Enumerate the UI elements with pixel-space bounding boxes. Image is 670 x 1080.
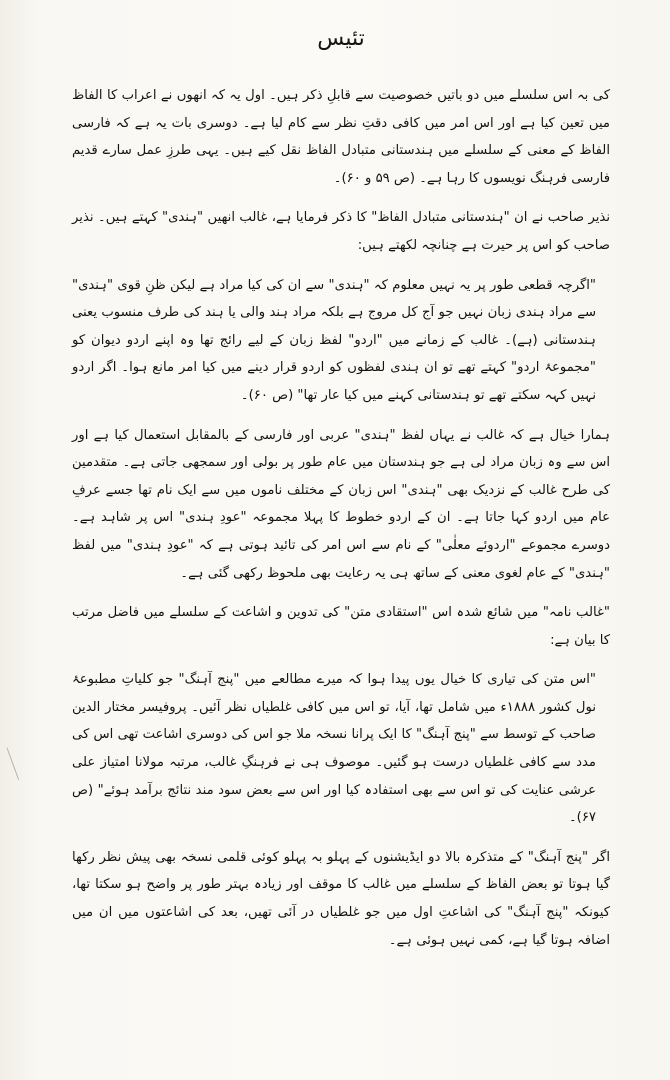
page-title: تئیس [317, 26, 365, 51]
page-body [72, 82, 610, 954]
paragraph-5: اگر "پنج آہنگ" کے متذکرہ بالا دو ایڈیشنوں کے پہلو بہ پہلو کوئی قلمی نسخہ بھی پیش نظر رکھا گیا ہوتا تو بعض الفاظ کے سلسلے میں غالب کا موقف اور زیادہ بہتر طور پر واضح ہو سکتا تھا، کیونکہ "پنج آہنگ" کی اشاعتِ اول میں جو غلطیاں در آئی تھیں، بعد کی اشاعتوں میں ان میں اضافہ ہوتا گیا ہے، کمی نہیں ہوئی ہے۔ [72, 849, 610, 948]
paragraph-3: ہمارا خیال ہے کہ غالب نے یہاں لفظ "ہندی" عربی اور فارسی کے بالمقابل استعمال کیا ہے اور اس سے وہ زبان مراد لی ہے جو ہندستان میں عام طور پر بولی اور سمجھی جاتی ہے۔ متقدمین کی طرح غالب کے نزدیک بھی "ہندی" اس زبان کے مختلف ناموں میں سے ایک نام تھا جسے عرفِ عام میں اردو کہا جاتا ہے۔ ان کے اردو خطوط کا پہلا مجموعہ "عودِ ہندی" اس پر شاہد ہے۔ دوسرے مجموعے "اردوئے معلٰی" کے نام سے اس امر کی تائید ہوتی ہے کہ "عودِ ہندی" میں لفظ "ہندی" کے عام لغوی معنی کے ساتھ ہی یہ رعایت بھی ملحوظ رکھی گئی ہے۔ [72, 427, 610, 581]
paragraph-4: "غالب نامہ" میں شائع شدہ اس "استقادی متن" کی تدوین و اشاعت کے سلسلے میں فاضل مرتب کا بیان ہے: [72, 605, 610, 648]
margin-pencil-mark [7, 744, 29, 780]
block-quote-1: "اگرچہ قطعی طور پر یہ نہیں معلوم کہ "ہندی" سے ان کی کیا مراد ہے لیکن ظنِ قوی "ہندی" سے مراد ہندی زبان نہیں جو آج کل مروج ہے بلکہ مراد ہند والی یا ہند کی طرف منسوب یعنی ہندستانی (ہے)۔ غالب کے زمانے میں "اردو" لفظ زبان کے لیے رائج تھا وہ اپنے اردو دیوان کو "مجموعۂ اردو" کہتے تھے تو ان ہندی لفظوں کو اردو قرار دینے میں کیا امر مانع ہوا۔ اگر اردو نہیں کہہ سکتے تھے تو ہندستانی کہنے میں کیا عار تھا" (ص ۶۰)۔ [72, 277, 596, 403]
paragraph-2: نذیر صاحب نے ان "ہندستانی متبادل الفاظ" کا ذکر فرمایا ہے، غالب انھیں "ہندی" کہتے ہیں۔ نذیر صاحب کو اس پر حیرت ہے چنانچہ لکھتے ہیں: [72, 210, 610, 253]
block-quote-2: "اس متن کی تیاری کا خیال یوں پیدا ہوا کہ میرے مطالعے میں "پنج آہنگ" جو کلیاتِ مطبوعۂ نول کشور ۱۸۸۸ء میں شامل تھا، آیا، تو اس میں کافی غلطیاں نظر آئیں۔ پروفیسر مختار الدین صاحب کے توسط سے "پنج آہنگ" کا ایک پرانا نسخہ ملا جو اس کی دوسری اشاعت تھی اس کی مدد سے کافی غلطیاں درست ہو گئیں۔ موصوف ہی نے فرہنگِ غالب، مرتبہ مولانا امتیاز علی عرشی عنایت کی تو اس سے بھی استفادہ کیا اور اس سے بعض سود مند نتائج برآمد ہوئے" (ص ۶۷)۔ [72, 672, 596, 826]
paragraph-1: کی بہ اس سلسلے میں دو باتیں خصوصیت سے قابلِ ذکر ہیں۔ اول یہ کہ انھوں نے اعراب کا الفاظ میں تعین کیا ہے اور اس امر میں کافی دقتِ نظر سے کام لیا ہے۔ دوسری بات یہ ہے کہ فارسی الفاظ کے معنی کے سلسلے میں ہندستانی متبادل الفاظ نقل کیے ہیں۔ یہی طرزِ عمل سارے قدیم فارسی فرہنگ نویسوں کا رہا ہے۔ (ص ۵۹ و ۶۰)۔ [72, 88, 610, 186]
